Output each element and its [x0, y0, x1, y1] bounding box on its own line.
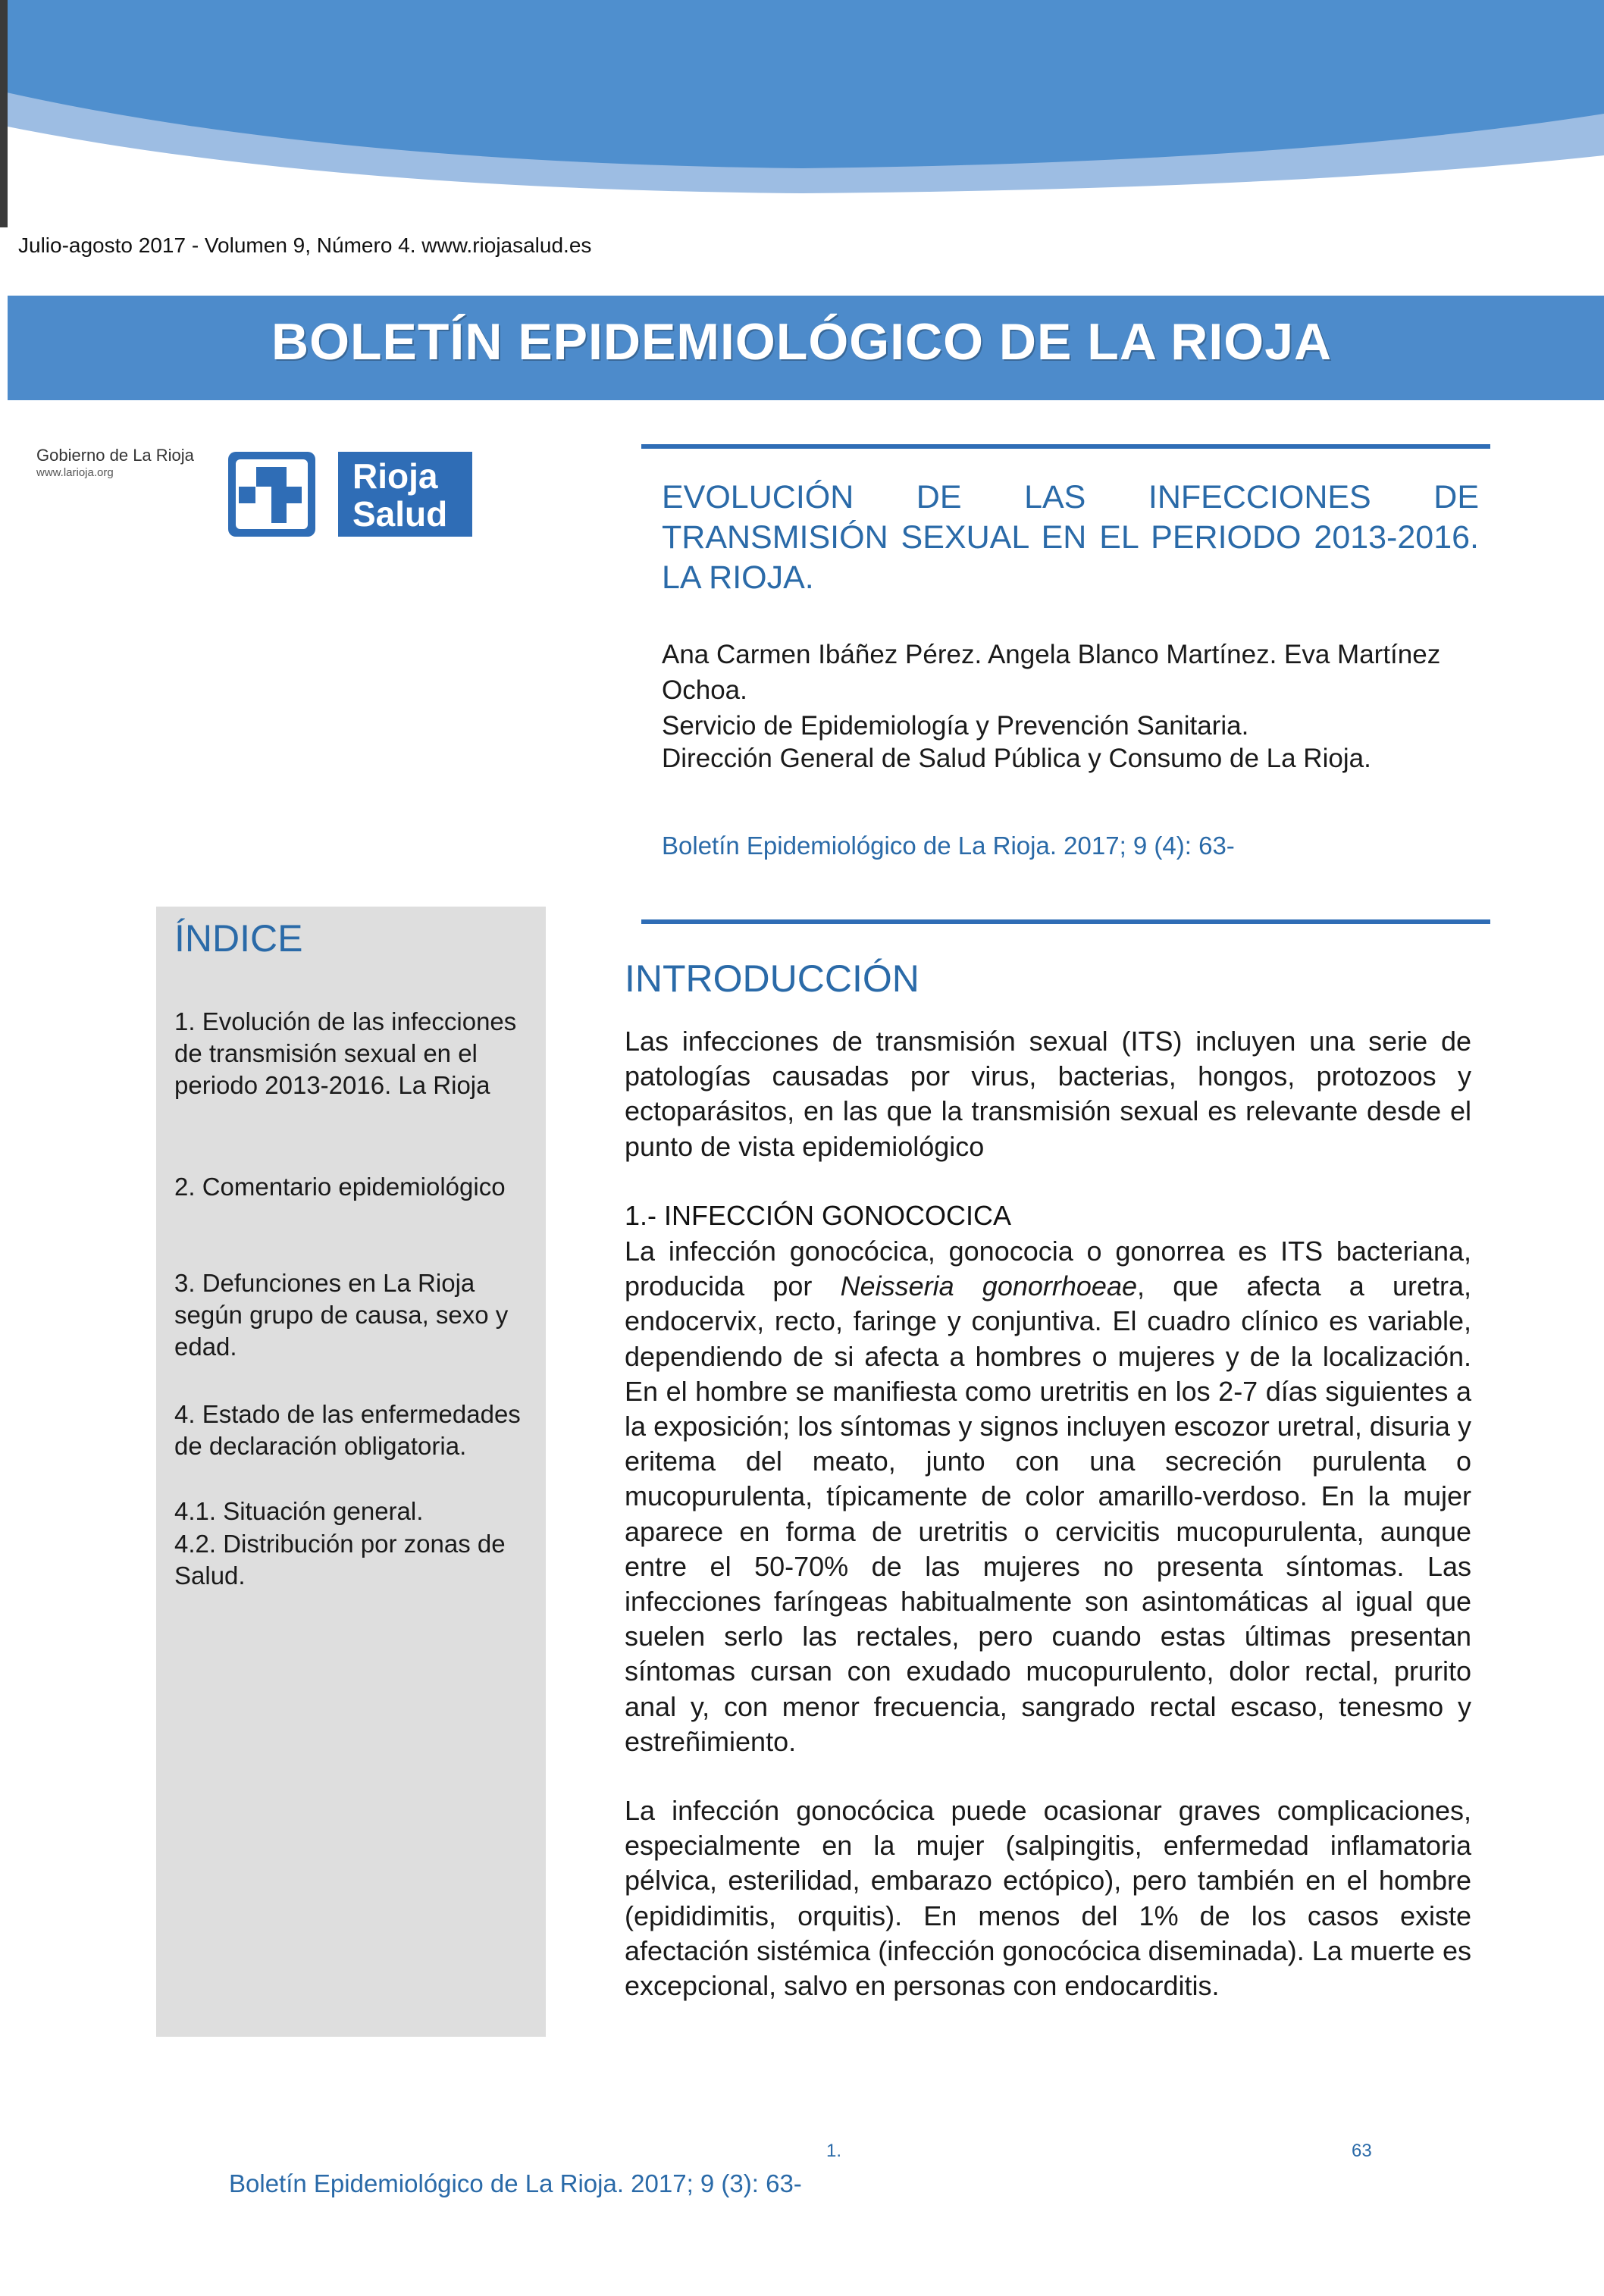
- article-citation: Boletín Epidemiológico de La Rioja. 2017; 9 (4): 63-: [662, 832, 1235, 860]
- bulletin-title: BOLETÍN EPIDEMIOLÓGICO DE LA RIOJA: [271, 313, 1333, 371]
- page-edge-mark: [0, 0, 8, 227]
- index-item-2: 2. Comentario epidemiológico: [174, 1173, 506, 1201]
- index-item-1: 1. Evolución de las infecciones de transmisión sexual en el periodo 2013-2016. La Rioja: [174, 1007, 517, 1099]
- p1-text-end: , que afecta a uretra, endocervix, recto, faringe y conjuntiva. El cuadro clínico es variable, dependiendo de si afecta a hombres o mujeres y de la localización. En el hombre se manifiesta como uretritis en los 2-7 días siguientes a la exposición; los síntomas y signos incluyen escozor uretral, disuria y eritema del meato, junto con una secreción purulenta o mucopurulenta, típicamente de color amarillo-verdoso. En la mujer aparece en forma de uretritis o cervicitis mucopurulenta, aunque entre el 50-70% de las mujeres no presenta síntomas. Las infecciones faríngeas habitualmente son asintomáticas al igual que suelen serlo las rectales, pero cuando estas últimas presentan síntomas cursan con exudado mucopurulento, dolor rectal, prurito anal y, con menor frecuencia, sangrado rectal escaso, tenesmo y estreñimiento.: [625, 1270, 1471, 1757]
- svg-text:Salud: Salud: [352, 494, 448, 534]
- article-title: EVOLUCIÓN DE LAS INFECCIONES DE TRANSMISIÓN SEXUAL EN EL PERIODO 2013-2016. LA RIOJA.: [662, 479, 1479, 596]
- svg-text:Rioja: Rioja: [352, 456, 438, 496]
- gonococcal-paragraph-1: [625, 1234, 1471, 1759]
- gobierno-logo-url: www.larioja.org: [36, 466, 114, 479]
- section1-heading: 1.- INFECCIÓN GONOCOCICA: [625, 1200, 1012, 1231]
- p1-text-start: La infección gonocócica, gonococia o gonorrea es ITS bacteriana, producida por: [625, 1236, 1471, 1302]
- intro-rule: [641, 919, 1490, 924]
- index-item-3: 3. Defunciones en La Rioja según grupo de causa, sexo y edad.: [174, 1269, 509, 1361]
- title-rule: [641, 444, 1490, 449]
- footer-list-number: 1.: [826, 2141, 842, 2161]
- rioja-salud-logo: [222, 450, 472, 540]
- footer-page-number: 63: [1352, 2141, 1372, 2161]
- gonococcal-paragraph-2: La infección gonocócica puede ocasionar graves complicaciones, especialmente en la mujer (salpingitis, enfermedad inflamatoria pélvica, esterilidad, embarazo ectópico), pero también en el hombre (epididimitis, orquitis). En menos del 1% de los casos existe afectación sistémica (infección gonocócica diseminada). La muerte es excepcional, salvo en personas con endocarditis.: [625, 1795, 1471, 2002]
- gobierno-logo-text: Gobierno de La Rioja: [36, 446, 194, 465]
- article-directorate: Dirección General de Salud Pública y Consumo de La Rioja.: [662, 744, 1371, 773]
- intro-heading: INTRODUCCIÓN: [625, 957, 919, 1000]
- issue-line: Julio-agosto 2017 - Volumen 9, Número 4. www.riojasalud.es: [18, 233, 592, 257]
- footer-citation: Boletín Epidemiológico de La Rioja. 2017; 9 (3): 63-: [229, 2169, 802, 2197]
- article-service: Servicio de Epidemiología y Prevención Sanitaria.: [662, 711, 1249, 741]
- index-title: ÍNDICE: [174, 917, 303, 960]
- header-wave-graphic: [0, 0, 1604, 197]
- intro-paragraph: Las infecciones de transmisión sexual (ITS) incluyen una serie de patologías causadas por virus, bacterias, hongos, protozoos y ectoparásitos, en las que la transmisión sexual es relevante desde el punto de vista epidemiológico: [625, 1026, 1471, 1162]
- index-item-4-1: 4.1. Situación general.: [174, 1497, 424, 1525]
- p1-species-name: Neisseria gonorrhoeae: [840, 1270, 1137, 1302]
- index-item-4-2: 4.2. Distribución por zonas de Salud.: [174, 1530, 506, 1590]
- article-authors: Ana Carmen Ibáñez Pérez. Angela Blanco Martínez. Eva Martínez Ochoa.: [662, 640, 1441, 705]
- index-item-4: 4. Estado de las enfermedades de declaración obligatoria.: [174, 1400, 521, 1460]
